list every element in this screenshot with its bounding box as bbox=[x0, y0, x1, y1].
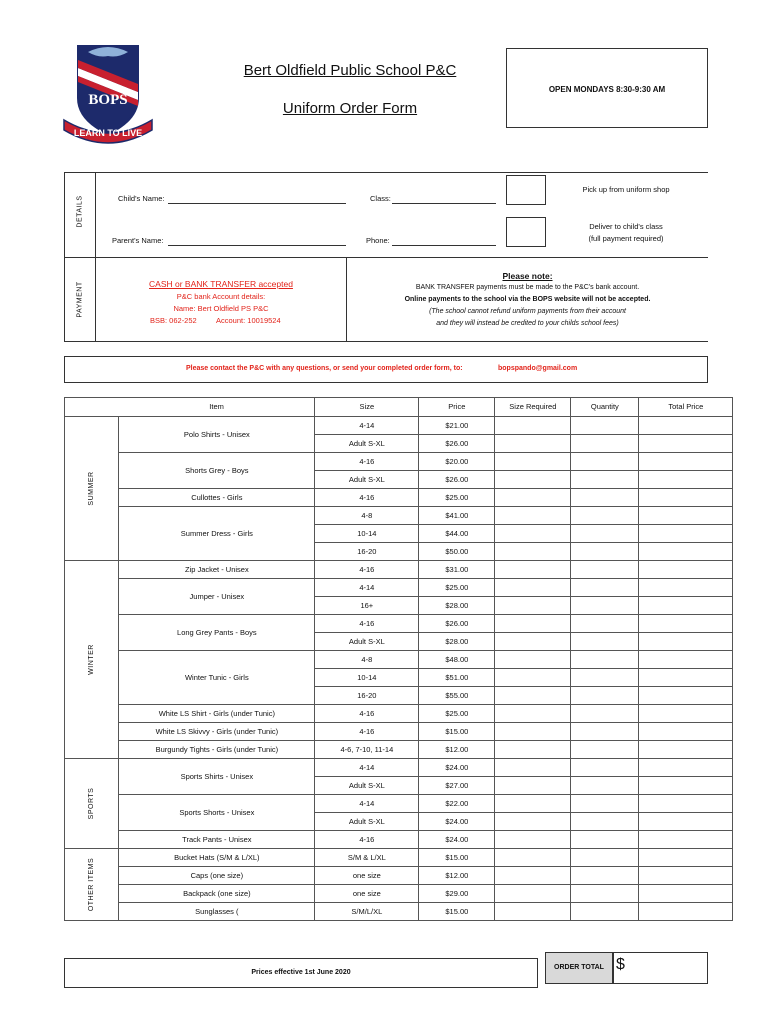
form-title: Uniform Order Form bbox=[282, 100, 418, 117]
class-field[interactable] bbox=[392, 203, 496, 204]
item-name: White LS Shirt - Girls (under Tunic) bbox=[119, 705, 315, 723]
item-size: one size bbox=[315, 867, 419, 885]
size-required-field[interactable] bbox=[495, 831, 571, 849]
quantity-field[interactable] bbox=[571, 669, 639, 687]
size-required-field[interactable] bbox=[495, 723, 571, 741]
item-price: $24.00 bbox=[419, 759, 495, 777]
total-price-field[interactable] bbox=[639, 453, 733, 471]
total-price-field[interactable] bbox=[639, 489, 733, 507]
quantity-field[interactable] bbox=[571, 777, 639, 795]
item-name: Track Pants - Unisex bbox=[119, 831, 315, 849]
quantity-field[interactable] bbox=[571, 849, 639, 867]
item-price: $25.00 bbox=[419, 705, 495, 723]
quantity-field[interactable] bbox=[571, 633, 639, 651]
size-required-field[interactable] bbox=[495, 615, 571, 633]
currency-symbol: $ bbox=[616, 956, 625, 973]
total-price-field[interactable] bbox=[639, 903, 733, 921]
item-size: Adult S-XL bbox=[315, 471, 419, 489]
quantity-field[interactable] bbox=[571, 597, 639, 615]
table-row bbox=[65, 453, 733, 471]
quantity-field[interactable] bbox=[571, 867, 639, 885]
category-cell bbox=[65, 759, 119, 849]
pickup-label: Pick up from uniform shop bbox=[582, 185, 670, 194]
item-price: $28.00 bbox=[419, 633, 495, 651]
item-size: 4-14 bbox=[315, 417, 419, 435]
item-price: $55.00 bbox=[419, 687, 495, 705]
class-label: Class: bbox=[370, 194, 391, 203]
item-name: Burgundy Tights - Girls (under Tunic) bbox=[119, 741, 315, 759]
item-price: $21.00 bbox=[419, 417, 495, 435]
child-name-field[interactable] bbox=[168, 203, 346, 204]
size-required-field[interactable] bbox=[495, 633, 571, 651]
size-required-field[interactable] bbox=[495, 669, 571, 687]
item-name: Cullottes - Girls bbox=[119, 489, 315, 507]
size-required-field[interactable] bbox=[495, 453, 571, 471]
item-price: $31.00 bbox=[419, 561, 495, 579]
item-price: $12.00 bbox=[419, 741, 495, 759]
contact-email[interactable]: bopspando@gmail.com bbox=[498, 365, 578, 372]
parent-name-field[interactable] bbox=[168, 245, 346, 246]
category-label: WINTER bbox=[88, 644, 96, 675]
deliver-checkbox[interactable] bbox=[506, 217, 546, 247]
item-price: $28.00 bbox=[419, 597, 495, 615]
quantity-field[interactable] bbox=[571, 651, 639, 669]
item-name: Jumper - Unisex bbox=[119, 579, 315, 615]
item-size: 10-14 bbox=[315, 525, 419, 543]
item-size: 4-14 bbox=[315, 759, 419, 777]
payment-accepted: CASH or BANK TRANSFER accepted bbox=[149, 279, 293, 289]
total-price-field[interactable] bbox=[639, 543, 733, 561]
item-price: $22.00 bbox=[419, 795, 495, 813]
header-quantity: Quantity bbox=[571, 398, 639, 417]
size-required-field[interactable] bbox=[495, 435, 571, 453]
item-price: $48.00 bbox=[419, 651, 495, 669]
item-size: 4-14 bbox=[315, 795, 419, 813]
total-price-field[interactable] bbox=[639, 651, 733, 669]
item-size: Adult S-XL bbox=[315, 435, 419, 453]
quantity-field[interactable] bbox=[571, 489, 639, 507]
quantity-field[interactable] bbox=[571, 885, 639, 903]
item-size: 4-16 bbox=[315, 561, 419, 579]
school-name: Bert Oldfield Public School P&C bbox=[243, 62, 457, 79]
item-size: 4-16 bbox=[315, 723, 419, 741]
size-required-field[interactable] bbox=[495, 777, 571, 795]
header-total-price: Total Price bbox=[639, 398, 733, 417]
size-required-field[interactable] bbox=[495, 525, 571, 543]
table-row bbox=[65, 579, 733, 597]
item-price: $29.00 bbox=[419, 885, 495, 903]
item-price: $26.00 bbox=[419, 615, 495, 633]
total-price-field[interactable] bbox=[639, 705, 733, 723]
total-price-field[interactable] bbox=[639, 561, 733, 579]
item-size: Adult S-XL bbox=[315, 777, 419, 795]
item-name: Bucket Hats (S/M & L/XL) bbox=[119, 849, 315, 867]
total-price-field[interactable] bbox=[639, 579, 733, 597]
item-price: $15.00 bbox=[419, 723, 495, 741]
header-size-required: Size Required bbox=[495, 398, 571, 417]
note-line-1: BANK TRANSFER payments must be made to the P&C's bank account. bbox=[415, 284, 640, 291]
bank-bsb: BSB: 062-252 bbox=[150, 316, 197, 325]
deliver-label-2: (full payment required) bbox=[588, 234, 664, 243]
size-required-field[interactable] bbox=[495, 507, 571, 525]
payment-label: PAYMENT bbox=[76, 281, 84, 318]
header-spacer bbox=[65, 398, 119, 417]
quantity-field[interactable] bbox=[571, 831, 639, 849]
size-required-field[interactable] bbox=[495, 471, 571, 489]
item-price: $41.00 bbox=[419, 507, 495, 525]
phone-field[interactable] bbox=[392, 245, 496, 246]
open-hours-box bbox=[506, 48, 708, 128]
size-required-field[interactable] bbox=[495, 903, 571, 921]
item-size: 4-8 bbox=[315, 507, 419, 525]
item-name: Polo Shirts - Unisex bbox=[119, 417, 315, 453]
total-price-field[interactable] bbox=[639, 615, 733, 633]
table-row bbox=[65, 651, 733, 669]
table-row bbox=[65, 831, 733, 849]
quantity-field[interactable] bbox=[571, 579, 639, 597]
size-required-field[interactable] bbox=[495, 417, 571, 435]
school-logo bbox=[58, 38, 158, 150]
table-header-row bbox=[65, 398, 733, 417]
item-name: Sunglasses ( bbox=[119, 903, 315, 921]
item-price: $44.00 bbox=[419, 525, 495, 543]
size-required-field[interactable] bbox=[495, 489, 571, 507]
item-name: White LS Skivvy - Girls (under Tunic) bbox=[119, 723, 315, 741]
order-table bbox=[64, 397, 733, 921]
item-name: Caps (one size) bbox=[119, 867, 315, 885]
open-hours: OPEN MONDAYS 8:30-9:30 AM bbox=[548, 85, 666, 94]
item-price: $51.00 bbox=[419, 669, 495, 687]
size-required-field[interactable] bbox=[495, 795, 571, 813]
item-size: 4-8 bbox=[315, 651, 419, 669]
item-size: 4-14 bbox=[315, 579, 419, 597]
total-price-field[interactable] bbox=[639, 417, 733, 435]
size-required-field[interactable] bbox=[495, 705, 571, 723]
total-price-field[interactable] bbox=[639, 759, 733, 777]
total-price-field[interactable] bbox=[639, 597, 733, 615]
item-size: 4-16 bbox=[315, 705, 419, 723]
category-cell bbox=[65, 849, 119, 921]
total-price-field[interactable] bbox=[639, 471, 733, 489]
size-required-field[interactable] bbox=[495, 651, 571, 669]
quantity-field[interactable] bbox=[571, 453, 639, 471]
table-row bbox=[65, 615, 733, 633]
bank-name: Name: Bert Oldfield PS P&C bbox=[173, 304, 269, 313]
size-required-field[interactable] bbox=[495, 759, 571, 777]
item-size: 16-20 bbox=[315, 687, 419, 705]
table-row bbox=[65, 507, 733, 525]
total-price-field[interactable] bbox=[639, 777, 733, 795]
item-price: $15.00 bbox=[419, 849, 495, 867]
size-required-field[interactable] bbox=[495, 543, 571, 561]
table-row bbox=[65, 795, 733, 813]
logo-motto: LEARN TO LIVE bbox=[73, 128, 143, 138]
total-price-field[interactable] bbox=[639, 669, 733, 687]
total-price-field[interactable] bbox=[639, 525, 733, 543]
item-size: one size bbox=[315, 885, 419, 903]
pickup-checkbox[interactable] bbox=[506, 175, 546, 205]
total-price-field[interactable] bbox=[639, 849, 733, 867]
quantity-field[interactable] bbox=[571, 543, 639, 561]
category-label: SPORTS bbox=[88, 787, 96, 820]
total-price-field[interactable] bbox=[639, 435, 733, 453]
size-required-field[interactable] bbox=[495, 867, 571, 885]
quantity-field[interactable] bbox=[571, 471, 639, 489]
size-required-field[interactable] bbox=[495, 741, 571, 759]
item-price: $12.00 bbox=[419, 867, 495, 885]
item-name: Summer Dress - Girls bbox=[119, 507, 315, 561]
item-price: $26.00 bbox=[419, 435, 495, 453]
item-size: 16+ bbox=[315, 597, 419, 615]
item-price: $24.00 bbox=[419, 831, 495, 849]
total-price-field[interactable] bbox=[639, 687, 733, 705]
bank-details-title: P&C bank Account details: bbox=[176, 292, 266, 301]
quantity-field[interactable] bbox=[571, 741, 639, 759]
item-size: 10-14 bbox=[315, 669, 419, 687]
item-name: Long Grey Pants - Boys bbox=[119, 615, 315, 651]
size-required-field[interactable] bbox=[495, 561, 571, 579]
size-required-field[interactable] bbox=[495, 813, 571, 831]
item-size: 4-16 bbox=[315, 453, 419, 471]
table-row bbox=[65, 867, 733, 885]
order-total-field[interactable] bbox=[613, 952, 708, 984]
quantity-field[interactable] bbox=[571, 435, 639, 453]
table-row bbox=[65, 903, 733, 921]
quantity-field[interactable] bbox=[571, 903, 639, 921]
quantity-field[interactable] bbox=[571, 561, 639, 579]
quantity-field[interactable] bbox=[571, 615, 639, 633]
item-price: $50.00 bbox=[419, 543, 495, 561]
item-size: Adult S-XL bbox=[315, 633, 419, 651]
total-price-field[interactable] bbox=[639, 867, 733, 885]
contact-text: Please contact the P&C with any questions, or send your completed order form, to: bbox=[186, 365, 463, 372]
quantity-field[interactable] bbox=[571, 795, 639, 813]
item-name: Zip Jacket - Unisex bbox=[119, 561, 315, 579]
note-line-4: and they will instead be credited to your childs school fees) bbox=[436, 320, 619, 327]
total-price-field[interactable] bbox=[639, 813, 733, 831]
quantity-field[interactable] bbox=[571, 417, 639, 435]
item-name: Shorts Grey - Boys bbox=[119, 453, 315, 489]
deliver-label-1: Deliver to child's class bbox=[589, 222, 663, 231]
item-size: 4-16 bbox=[315, 831, 419, 849]
size-required-field[interactable] bbox=[495, 687, 571, 705]
table-row bbox=[65, 489, 733, 507]
table-row bbox=[65, 723, 733, 741]
total-price-field[interactable] bbox=[639, 831, 733, 849]
table-row bbox=[65, 885, 733, 903]
item-price: $24.00 bbox=[419, 813, 495, 831]
parent-name-label: Parent's Name: bbox=[112, 236, 164, 245]
item-name: Backpack (one size) bbox=[119, 885, 315, 903]
item-size: 4-6, 7-10, 11-14 bbox=[315, 741, 419, 759]
logo-initials: BOPS bbox=[88, 92, 128, 108]
prices-effective: Prices effective 1st June 2020 bbox=[251, 969, 351, 976]
size-required-field[interactable] bbox=[495, 849, 571, 867]
item-name: Sports Shirts - Unisex bbox=[119, 759, 315, 795]
category-cell bbox=[65, 417, 119, 561]
item-size: 4-16 bbox=[315, 615, 419, 633]
details-label: DETAILS bbox=[76, 195, 84, 228]
category-cell bbox=[65, 561, 119, 759]
total-price-field[interactable] bbox=[639, 885, 733, 903]
note-title: Please note: bbox=[502, 271, 553, 281]
header-price: Price bbox=[419, 398, 495, 417]
category-label: SUMMER bbox=[88, 471, 96, 506]
quantity-field[interactable] bbox=[571, 813, 639, 831]
total-price-field[interactable] bbox=[639, 795, 733, 813]
header-item: Item bbox=[119, 398, 315, 417]
child-name-label: Child's Name: bbox=[118, 194, 165, 203]
quantity-field[interactable] bbox=[571, 705, 639, 723]
total-price-field[interactable] bbox=[639, 723, 733, 741]
quantity-field[interactable] bbox=[571, 507, 639, 525]
quantity-field[interactable] bbox=[571, 723, 639, 741]
item-name: Winter Tunic - Girls bbox=[119, 651, 315, 705]
quantity-field[interactable] bbox=[571, 525, 639, 543]
item-price: $20.00 bbox=[419, 453, 495, 471]
table-row bbox=[65, 417, 733, 435]
item-name: Sports Shorts - Unisex bbox=[119, 795, 315, 831]
bank-account: Account: 10019524 bbox=[216, 316, 281, 325]
size-required-field[interactable] bbox=[495, 579, 571, 597]
table-row bbox=[65, 561, 733, 579]
total-price-field[interactable] bbox=[639, 507, 733, 525]
quantity-field[interactable] bbox=[571, 759, 639, 777]
table-row bbox=[65, 741, 733, 759]
item-price: $26.00 bbox=[419, 471, 495, 489]
total-price-field[interactable] bbox=[639, 633, 733, 651]
note-line-2: Online payments to the school via the BOPS website will not be accepted. bbox=[404, 296, 651, 303]
header-size: Size bbox=[315, 398, 419, 417]
size-required-field[interactable] bbox=[495, 597, 571, 615]
category-label: OTHER ITEMS bbox=[88, 857, 96, 912]
size-required-field[interactable] bbox=[495, 885, 571, 903]
item-size: 4-16 bbox=[315, 489, 419, 507]
total-price-field[interactable] bbox=[639, 741, 733, 759]
phone-label: Phone: bbox=[366, 236, 390, 245]
order-total-label: ORDER TOTAL bbox=[554, 964, 604, 971]
item-price: $27.00 bbox=[419, 777, 495, 795]
note-line-3: (The school cannot refund uniform payments from their account bbox=[429, 308, 626, 315]
item-size: Adult S-XL bbox=[315, 813, 419, 831]
item-size: 16-20 bbox=[315, 543, 419, 561]
table-row bbox=[65, 849, 733, 867]
table-row bbox=[65, 705, 733, 723]
item-size: S/M/L/XL bbox=[315, 903, 419, 921]
item-price: $15.00 bbox=[419, 903, 495, 921]
item-price: $25.00 bbox=[419, 489, 495, 507]
quantity-field[interactable] bbox=[571, 687, 639, 705]
table-row bbox=[65, 759, 733, 777]
item-price: $25.00 bbox=[419, 579, 495, 597]
item-size: S/M & L/XL bbox=[315, 849, 419, 867]
